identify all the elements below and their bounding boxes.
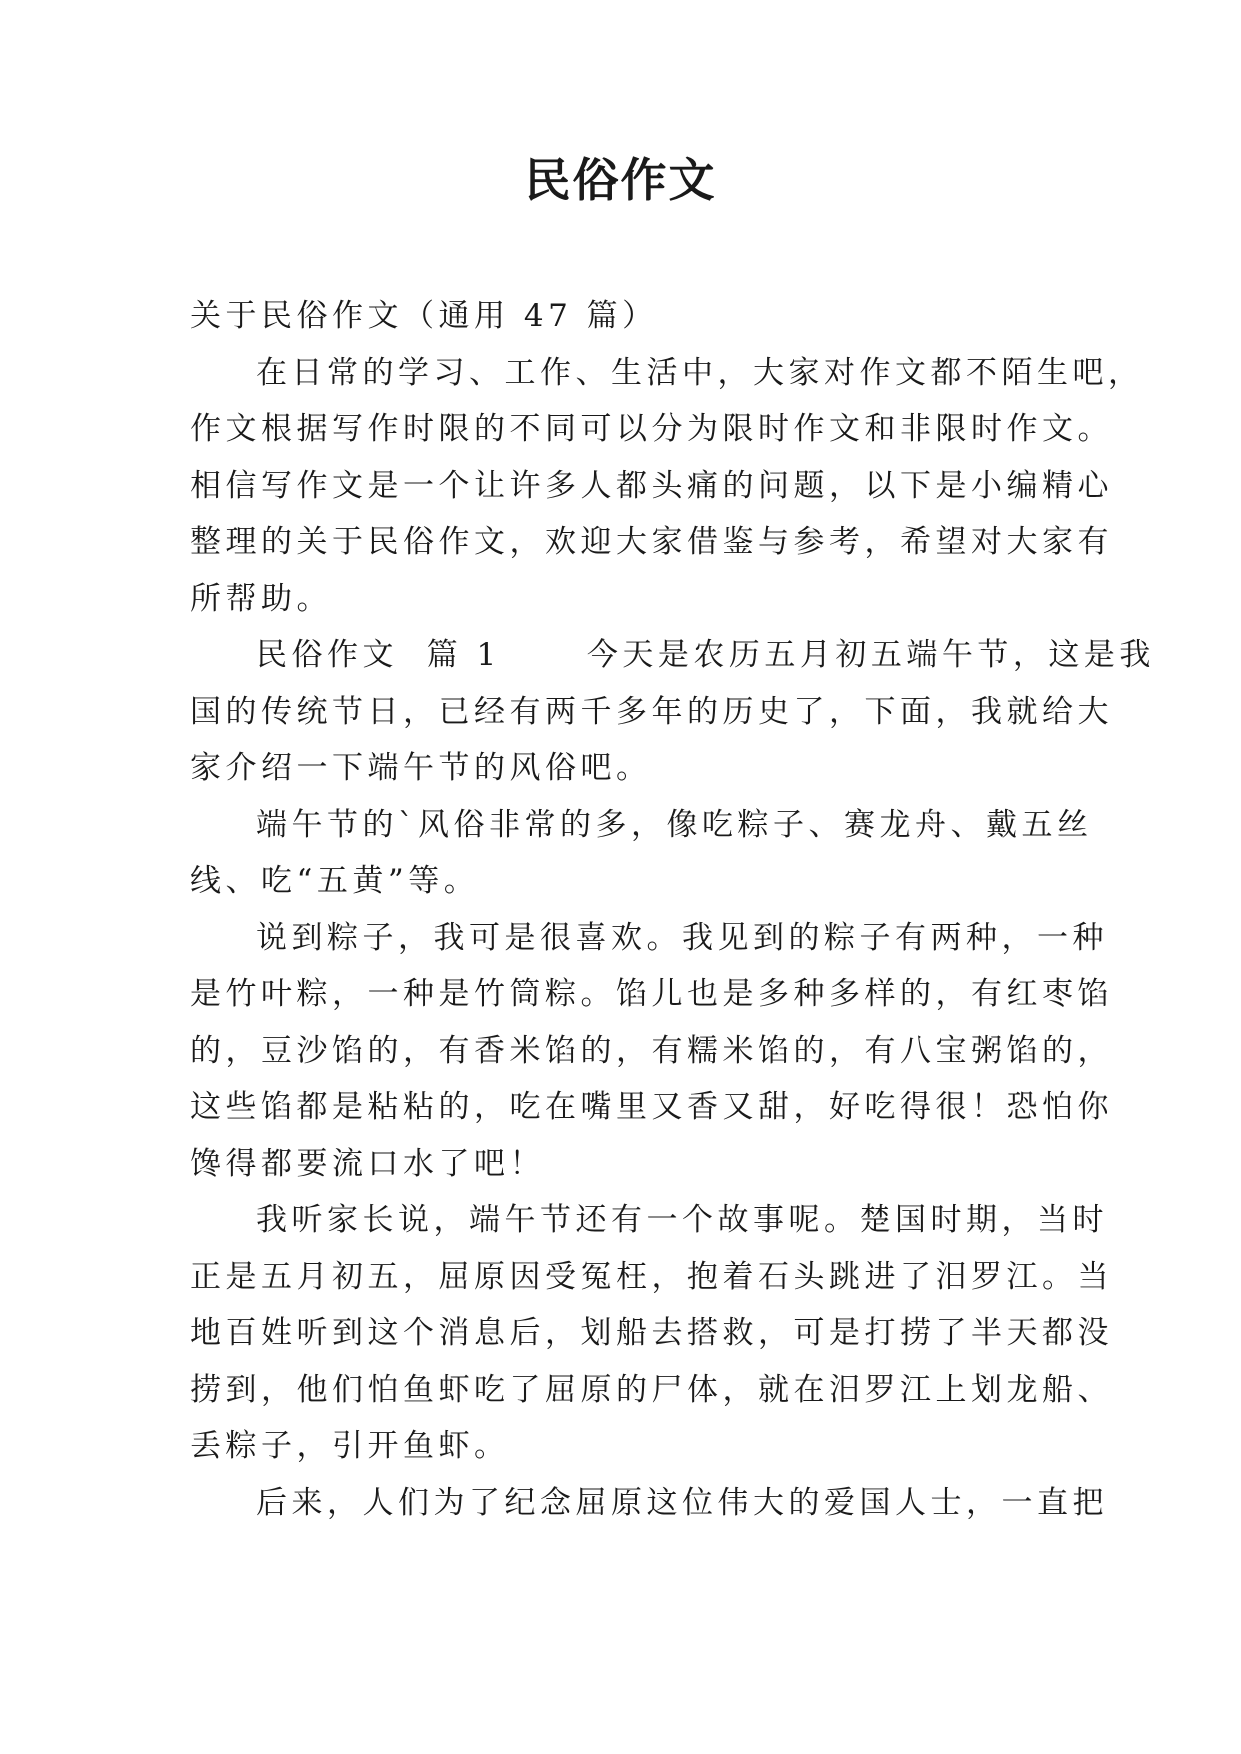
paragraph-line: 在日常的学习、工作、生活中，大家对作文都不陌生吧，	[256, 354, 1144, 391]
paragraph-line: 地百姓听到这个消息后，划船去搭救，可是打捞了半天都没	[190, 1315, 1113, 1351]
paragraph-line: 是竹叶粽，一种是竹筒粽。馅儿也是多种多样的，有红枣馅	[190, 976, 1113, 1012]
paragraph-line: 后来，人们为了纪念屈原这位伟大的爱国人士，一直把	[256, 1484, 1108, 1521]
paragraph-line: 正是五月初五，屈原因受冤枉，抱着石头跳进了汨罗江。当	[190, 1258, 1113, 1295]
paragraph-line: 相信写作文是一个让许多人都头痛的问题，以下是小编精心	[190, 467, 1113, 504]
document-body	[190, 288, 1155, 1531]
paragraph-line: 捞到，他们怕鱼虾吃了屈原的尸体，就在汨罗江上划龙船、	[190, 1371, 1113, 1408]
paragraph-line: 我听家长说，端午节还有一个故事呢。楚国时期，当时	[256, 1202, 1108, 1238]
paragraph-line: 馋得都要流口水了吧！	[190, 1145, 545, 1182]
paragraph-line: 家介绍一下端午节的风俗吧。	[190, 750, 652, 786]
paragraph-line: 端午节的`风俗非常的多，像吃粽子、赛龙舟、戴五丝	[256, 806, 1093, 843]
document-title: 民俗作文	[524, 153, 717, 207]
paragraph-line: 的，豆沙馅的，有香米馅的，有糯米馅的，有八宝粥馅的，	[190, 1032, 1113, 1069]
paragraph-line: 这些馅都是粘粘的，吃在嘴里又香又甜，好吃得很！恐怕你	[190, 1089, 1113, 1125]
section-heading-line: 民俗作文 篇 1 今天是农历五月初五端午节，这是我	[256, 637, 1155, 673]
subtitle-line: 关于民俗作文（通用 47 篇）	[190, 298, 658, 334]
paragraph-line: 整理的关于民俗作文，欢迎大家借鉴与参考，希望对大家有	[190, 524, 1113, 560]
paragraph-line: 国的传统节日，已经有两千多年的历史了，下面，我就给大	[190, 693, 1113, 730]
paragraph-line: 说到粽子，我可是很喜欢。我见到的粽子有两种，一种	[256, 919, 1108, 956]
paragraph-line: 所帮助。	[190, 580, 332, 617]
paragraph-line: 线、吃“五黄”等。	[190, 863, 480, 899]
paragraph-line: 作文根据写作时限的不同可以分为限时作文和非限时作文。	[190, 411, 1113, 447]
paragraph-line: 丢粽子，引开鱼虾。	[190, 1428, 510, 1464]
